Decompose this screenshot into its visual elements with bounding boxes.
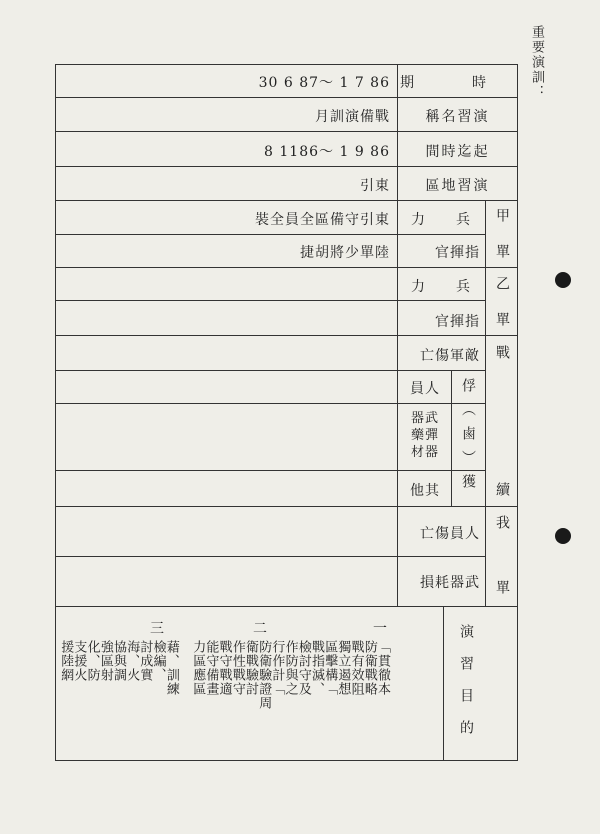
b-commander-label: 官揮指 xyxy=(435,314,480,330)
purpose-text-column: 「貫徹本 xyxy=(375,640,390,696)
weapon-loss-label: 損耗器武 xyxy=(420,575,480,591)
a-force-value: 裝全員全區備守引東 xyxy=(255,212,390,228)
party-b-label: 乙單 xyxy=(494,276,510,348)
side-note: 重要演訓： xyxy=(529,25,544,100)
period-label: 期 時 xyxy=(400,75,490,91)
purpose-text-column: 支援火 xyxy=(71,640,87,682)
enemy-casualty-label: 亡傷軍敵 xyxy=(420,348,480,364)
results-label-1: 戰 xyxy=(494,345,510,365)
name-label: 稱名習演 xyxy=(425,109,490,125)
area-label: 區地習演 xyxy=(425,178,490,194)
purpose-text-column: 強區射 xyxy=(97,640,113,682)
startend-value: 8 1186～ 1 9 86 xyxy=(264,144,390,160)
captured-other-label: 他其 xyxy=(410,483,440,499)
purpose-body xyxy=(60,640,390,756)
purpose-text-column: 檢編、 xyxy=(150,640,166,682)
purpose-head-2: 二 xyxy=(253,621,268,637)
captured-label: 俘（鹵）獲 xyxy=(460,378,476,498)
a-force-label: 力 兵 xyxy=(411,212,471,228)
purpose-head-1: 一 xyxy=(373,621,388,637)
a-commander-label: 官揮指 xyxy=(435,245,480,261)
purpose-text-column: 行作計「 xyxy=(269,640,285,696)
purpose-text-column: 防衛戰略 xyxy=(361,640,377,696)
purpose-text-column: 作防與之 xyxy=(282,640,298,696)
purpose-text-column: 獨立遏想 xyxy=(335,640,351,696)
purpose-text-column: 討成實 xyxy=(137,640,153,682)
purpose-text-column: 戰有效阻 xyxy=(348,640,364,696)
a-commander-value: 捷胡將少單陸 xyxy=(300,245,390,261)
own-casualty-label: 亡傷員人 xyxy=(420,526,480,542)
purpose-text-column: 檢討守及 xyxy=(295,640,311,696)
own-label-2: 單 xyxy=(494,580,510,600)
purpose-text-column: 援陸網 xyxy=(58,640,74,682)
purpose-text-column: 藉、訓練 xyxy=(163,640,179,696)
purpose-text-column: 力區應區 xyxy=(190,640,206,696)
purpose-text-column: 衛戰驗討 xyxy=(243,640,258,696)
party-a-label: 甲單 xyxy=(494,208,510,280)
purpose-text-column: 作性戰守 xyxy=(229,640,245,696)
punch-hole-bottom xyxy=(555,528,571,544)
area-value: 引東 xyxy=(360,178,390,194)
purpose-label: 演習目的 xyxy=(458,624,474,752)
b-force-label: 力 兵 xyxy=(411,279,471,295)
results-label-2: 續 xyxy=(494,482,510,502)
purpose-text-column: 協與調 xyxy=(111,640,126,682)
purpose-text-column: 海、火 xyxy=(124,640,140,682)
startend-label: 間時迄起 xyxy=(425,144,490,160)
purpose-text-column: 防衛驗證周 xyxy=(256,640,272,710)
own-label-1: 我 xyxy=(494,515,510,535)
purpose-text-column: 化、防 xyxy=(84,640,100,682)
purpose-text-column: 戰守戰適 xyxy=(216,640,232,696)
purpose-text-column: 能守備畫 xyxy=(203,640,219,696)
purpose-text-column: 區擊構「 xyxy=(322,640,338,696)
purpose-text-column: 戰指滅、 xyxy=(309,640,324,696)
punch-hole-top xyxy=(555,272,571,288)
name-value: 月訓演備戰 xyxy=(315,109,390,125)
purpose-head-3: 三 xyxy=(150,621,165,637)
period-value: 30 6 87～ 1 7 86 xyxy=(258,75,390,91)
captured-personnel-label: 員人 xyxy=(410,381,440,397)
captured-weapons-label: 器武 藥彈 材器 xyxy=(410,411,439,460)
